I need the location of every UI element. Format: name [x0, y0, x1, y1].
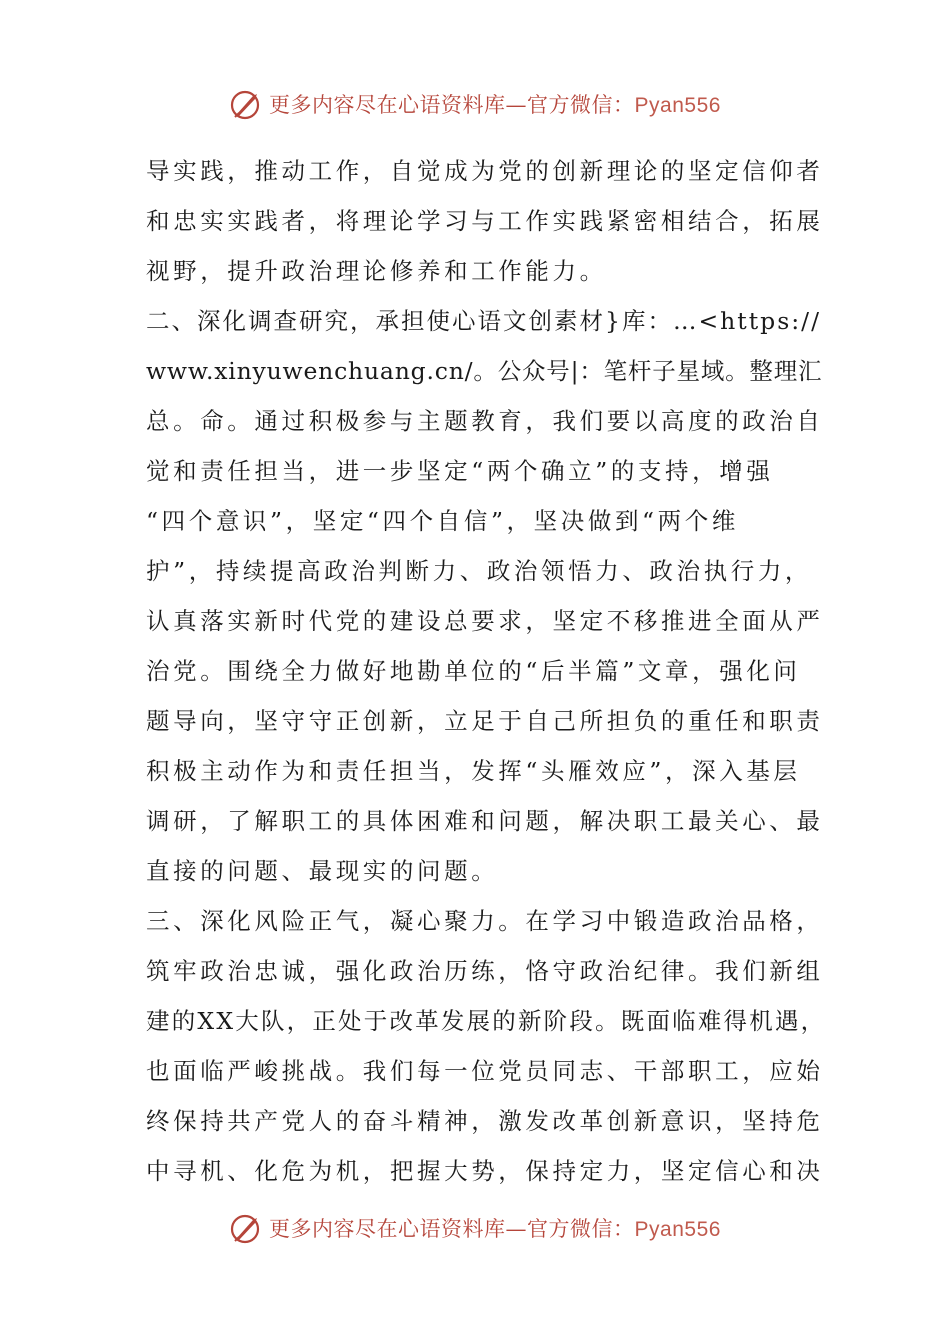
- body-line: 建的XX大队，正处于改革发展的新阶段。既面临难得机遇，: [146, 1007, 827, 1035]
- body-line: 治党。围绕全力做好地勘单位的“后半篇”文章，强化问: [146, 657, 801, 685]
- body-line: 视野，提升政治理论修养和工作能力。: [146, 257, 607, 285]
- pen-logo-icon: [229, 1211, 263, 1245]
- body-line: 总。命。通过积极参与主题教育，我们要以高度的政治自: [146, 407, 824, 435]
- body-line: 调研，了解职工的具体困难和问题，解决职工最关心、最: [146, 807, 824, 835]
- body-line: 中寻机、化危为机，把握大势，保持定力，坚定信心和决: [146, 1157, 824, 1185]
- footer-watermark-banner: [0, 1208, 950, 1248]
- body-line: 认真落实新时代党的建设总要求，坚定不移推进全面从严: [146, 607, 824, 635]
- body-line: 觉和责任担当，进一步坚定“两个确立”的支持，增强: [146, 457, 774, 485]
- body-line: 导实践，推动工作，自觉成为党的创新理论的坚定信仰者: [146, 157, 824, 185]
- body-line: 二、深化调查研究，承担使心语文创素材}库：…<https://: [146, 307, 822, 335]
- body-line: 直接的问题、最现实的问题。: [146, 857, 499, 885]
- body-line: 筑牢政治忠诚，强化政治历练，恪守政治纪律。我们新组: [146, 957, 824, 985]
- body-line: “四个意识”，坚定“四个自信”，坚决做到“两个维: [146, 507, 739, 535]
- body-line: 积极主动作为和责任担当，发挥“头雁效应”，深入基层: [146, 757, 801, 785]
- body-line: 护”，持续提高政治判断力、政治领悟力、政治执行力，: [146, 557, 813, 585]
- document-body: [146, 146, 826, 1196]
- pen-logo-icon: [229, 87, 263, 121]
- watermark-text: 更多内容尽在心语资料库—官方微信：Pyan556: [269, 93, 721, 117]
- body-line: 终保持共产党人的奋斗精神，激发改革创新意识，坚持危: [146, 1107, 824, 1135]
- header-watermark-banner: [0, 84, 950, 124]
- body-line: 题导向，坚守守正创新，立足于自己所担负的重任和职责: [146, 707, 824, 735]
- watermark-text: 更多内容尽在心语资料库—官方微信：Pyan556: [269, 1217, 721, 1241]
- body-line: 也面临严峻挑战。我们每一位党员同志、干部职工，应始: [146, 1057, 824, 1085]
- body-line: www.xinyuwenchuang.cn/。公众号|：笔杆子星域。整理汇: [146, 357, 823, 385]
- body-line: 和忠实实践者，将理论学习与工作实践紧密相结合，拓展: [146, 207, 824, 235]
- body-line: 三、深化风险正气，凝心聚力。在学习中锻造政治品格，: [146, 907, 824, 935]
